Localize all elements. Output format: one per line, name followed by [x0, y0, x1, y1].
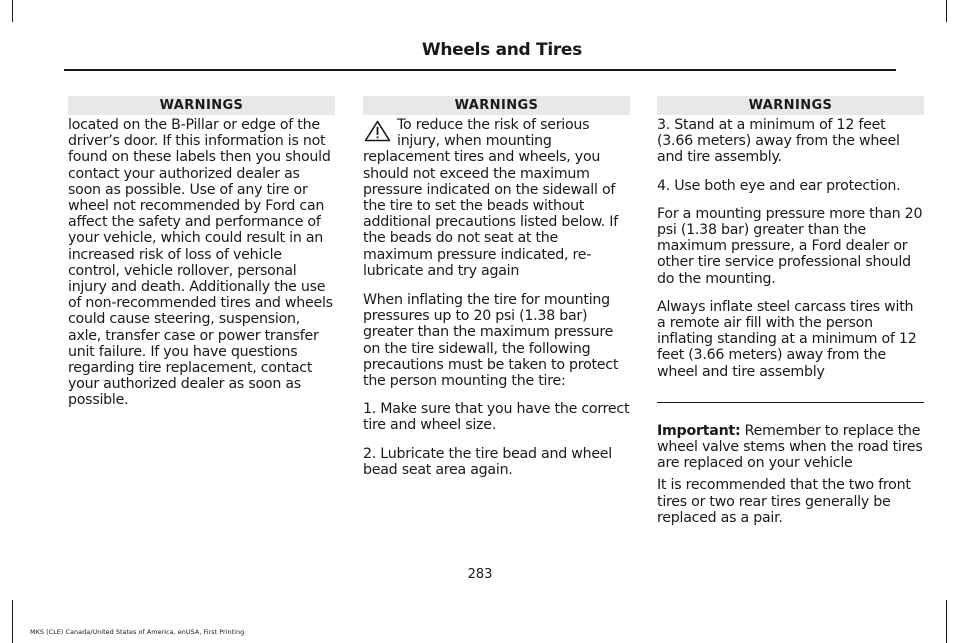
paragraph: 3. Stand at a minimum of 12 feet (3.66 meters) away from the wheel and tire assembly.: [657, 117, 900, 166]
important-text: Remember to replace the wheel valve stems when the road tires are replaced on your vehicle: [657, 422, 923, 472]
warning-text: To reduce the risk of serious injury, when mounting replacement tires and wheels, you should not exceed the maximum pressure indicated on the sidewall of the tire to set the beads without additional precautions listed below. If the beads do not seat at the maximum pressure indicated, re-lubricate and try again: [363, 117, 618, 279]
section-divider: [657, 402, 924, 403]
warning-text: located on the B-Pillar or edge of the driver’s door. If this information is not found on these labels then you should contact your authorized dealer as soon as possible. Use of any tire or wheel not recommended by Ford can affect the safety and performance of your vehicle, which could result in an increased risk of loss of vehicle control, vehicle rollover, personal injury and death. Additionally the use of non-recommended tires and wheels could cause steering, suspension, axle, transfer case or power transfer unit failure. If you have questions regarding tire replacement, contact your authorized dealer as soon as possible.: [68, 117, 333, 409]
paragraph: When inflating the tire for mounting pressures up to 20 psi (1.38 bar) greater than the maximum pressure on the tire sidewall, the following precautions must be taken to protect the person mounting the tire:: [363, 292, 619, 390]
paragraph: Always inflate steel carcass tires with a remote air fill with the person inflating standing at a minimum of 12 feet (3.66 meters) away from the wheel and tire assembly: [657, 298, 917, 380]
paragraph: It is recommended that the two front tires or two rear tires generally be replaced as a pair.: [657, 477, 911, 526]
paragraph: For a mounting pressure more than 20 psi (1.38 bar) greater than the maximum pressure, a Ford dealer or other tire service professional should do the mounting.: [657, 205, 923, 287]
crop-mark-top-left: [12, 0, 13, 22]
paragraph: 1. Make sure that you have the correct tire and wheel size.: [363, 401, 630, 434]
important-note: [657, 423, 924, 472]
footer-printing-info: MKS (CLE) Canada/United States of America, enUSA, First Printing: [30, 628, 245, 636]
column-middle: [363, 96, 630, 490]
warning-block: [363, 117, 630, 279]
page-title: Wheels and Tires: [421, 40, 582, 60]
warnings-heading: WARNINGS: [68, 96, 335, 115]
important-label: Important:: [657, 422, 741, 439]
paragraph: 2. Lubricate the tire bead and wheel bead seat area again.: [363, 445, 612, 478]
header-rule: [64, 69, 896, 71]
warning-triangle-icon: [364, 120, 391, 142]
page-number: 283: [467, 567, 493, 582]
crop-mark-bottom-right: [946, 600, 947, 643]
warnings-heading: WARNINGS: [657, 96, 924, 115]
crop-mark-bottom-left: [12, 600, 13, 643]
crop-mark-top-right: [946, 0, 947, 22]
column-left: [68, 96, 335, 421]
warnings-heading: WARNINGS: [363, 96, 630, 115]
paragraph: 4. Use both eye and ear protection.: [657, 177, 901, 194]
column-right: [657, 96, 924, 538]
